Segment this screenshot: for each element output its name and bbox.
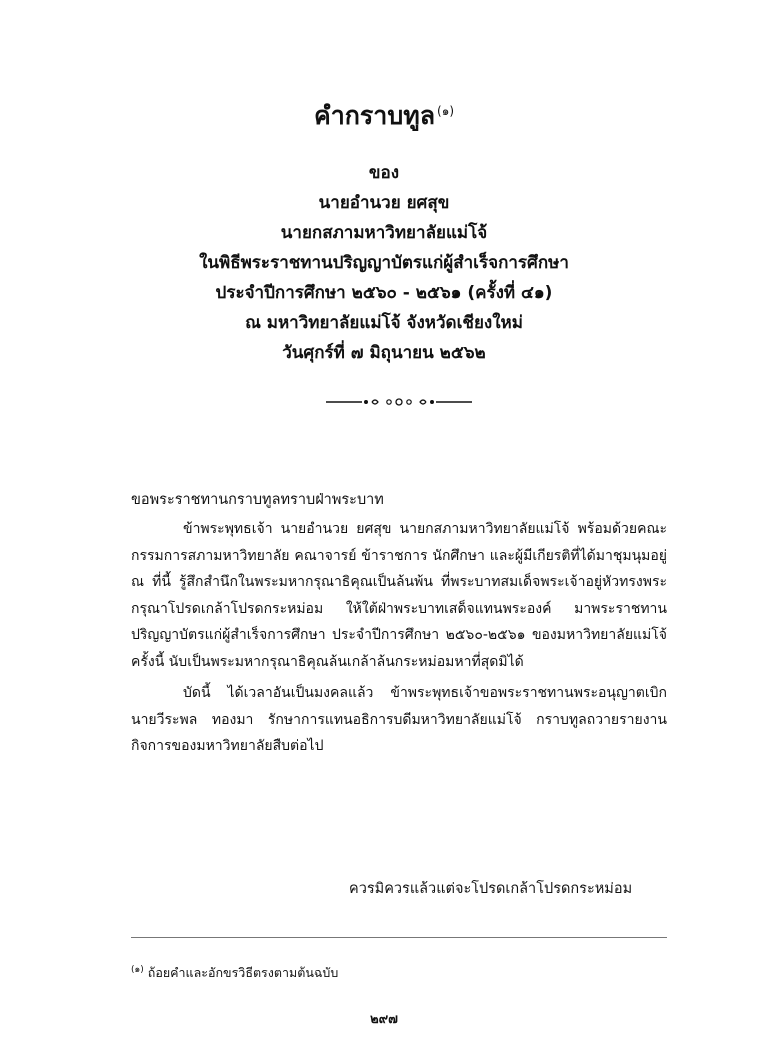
footnote-divider (131, 937, 667, 938)
heading-line-ceremony: ในพิธีพระราชทานปริญญาบัตรแก่ผู้สำเร็จการศึกษา (199, 253, 569, 273)
speech-paragraph-1: ข้าพระพุทธเจ้า นายอำนวย ยศสุข นายกสภามหาวิทยาลัยแม่โจ้ พร้อมด้วยคณะกรรมการสภามหาวิทยาลัย คณาจารย์ ข้าราชการ นักศึกษา และผู้มีเกียรติที่ได้มาชุมนุมอยู่ ณ ที่นี้ รู้สึกสำนึกในพระมหากรุณาธิคุณเป็นล้นพ้น ที่พระบาทสมเด็จพระเจ้าอยู่หัวทรงพระกรุณาโปรดเกล้าโปรดกระหม่อม ให้ใต้ฝ่าพระบาทเสด็จแทนพระองค์ มาพระราชทานปริญญาบัตรแก่ผู้สำเร็จการศึกษา ประจำปีการศึกษา ๒๕๖๐-๒๕๖๑ ของมหาวิทยาลัยแม่โจ้ครั้งนี้ นับเป็นพระมหากรุณาธิคุณล้นเกล้าล้นกระหม่อมหาที่สุดมิได้ (131, 521, 667, 670)
page-title (0, 96, 768, 136)
heading-line-venue: ณ มหาวิทยาลัยแม่โจ้ จังหวัดเชียงใหม่ (245, 313, 523, 333)
salutation: ขอพระราชทานกราบทูลทราบฝ่าพระบาท (131, 492, 384, 508)
heading-line-academic-year: ประจำปีการศึกษา ๒๕๖๐ - ๒๕๖๑ (ครั้งที่ ๔๑) (215, 283, 553, 303)
heading-line-date: วันศุกร์ที่ ๗ มิถุนายน ๒๕๖๒ (282, 343, 486, 363)
footnote-marker: (๑) (131, 965, 144, 975)
heading-line-of: ของ (368, 163, 400, 183)
footnote (131, 961, 667, 982)
heading-line-position: นายกสภามหาวิทยาลัยแม่โจ้ (280, 223, 488, 243)
closing-phrase: ควรมิควรแล้วแต่จะโปรดเกล้าโปรดกระหม่อม (349, 881, 633, 897)
footnote-text: ถ้อยคำและอักขรวิธีตรงตามต้นฉบับ (147, 965, 339, 981)
title-footnote-marker: (๑) (437, 103, 455, 118)
page-number: ๒๙๗ (370, 1012, 398, 1027)
speech-paragraph-2: บัดนี้ ได้เวลาอันเป็นมงคลแล้ว ข้าพระพุทธเจ้าขอพระราชทานพระอนุญาตเบิกนายวีระพล ทองมา รักษาการแทนอธิการบดีมหาวิทยาลัยแม่โจ้ กราบทูลถวายรายงานกิจการของมหาวิทยาลัยสืบต่อไป (131, 685, 667, 754)
heading-line-name: นายอำนวย ยศสุข (318, 193, 450, 213)
ornament-divider-icon (324, 393, 474, 411)
speech-body (131, 516, 667, 765)
heading-block (0, 158, 768, 368)
title-text: คำกราบทูล (313, 101, 436, 130)
